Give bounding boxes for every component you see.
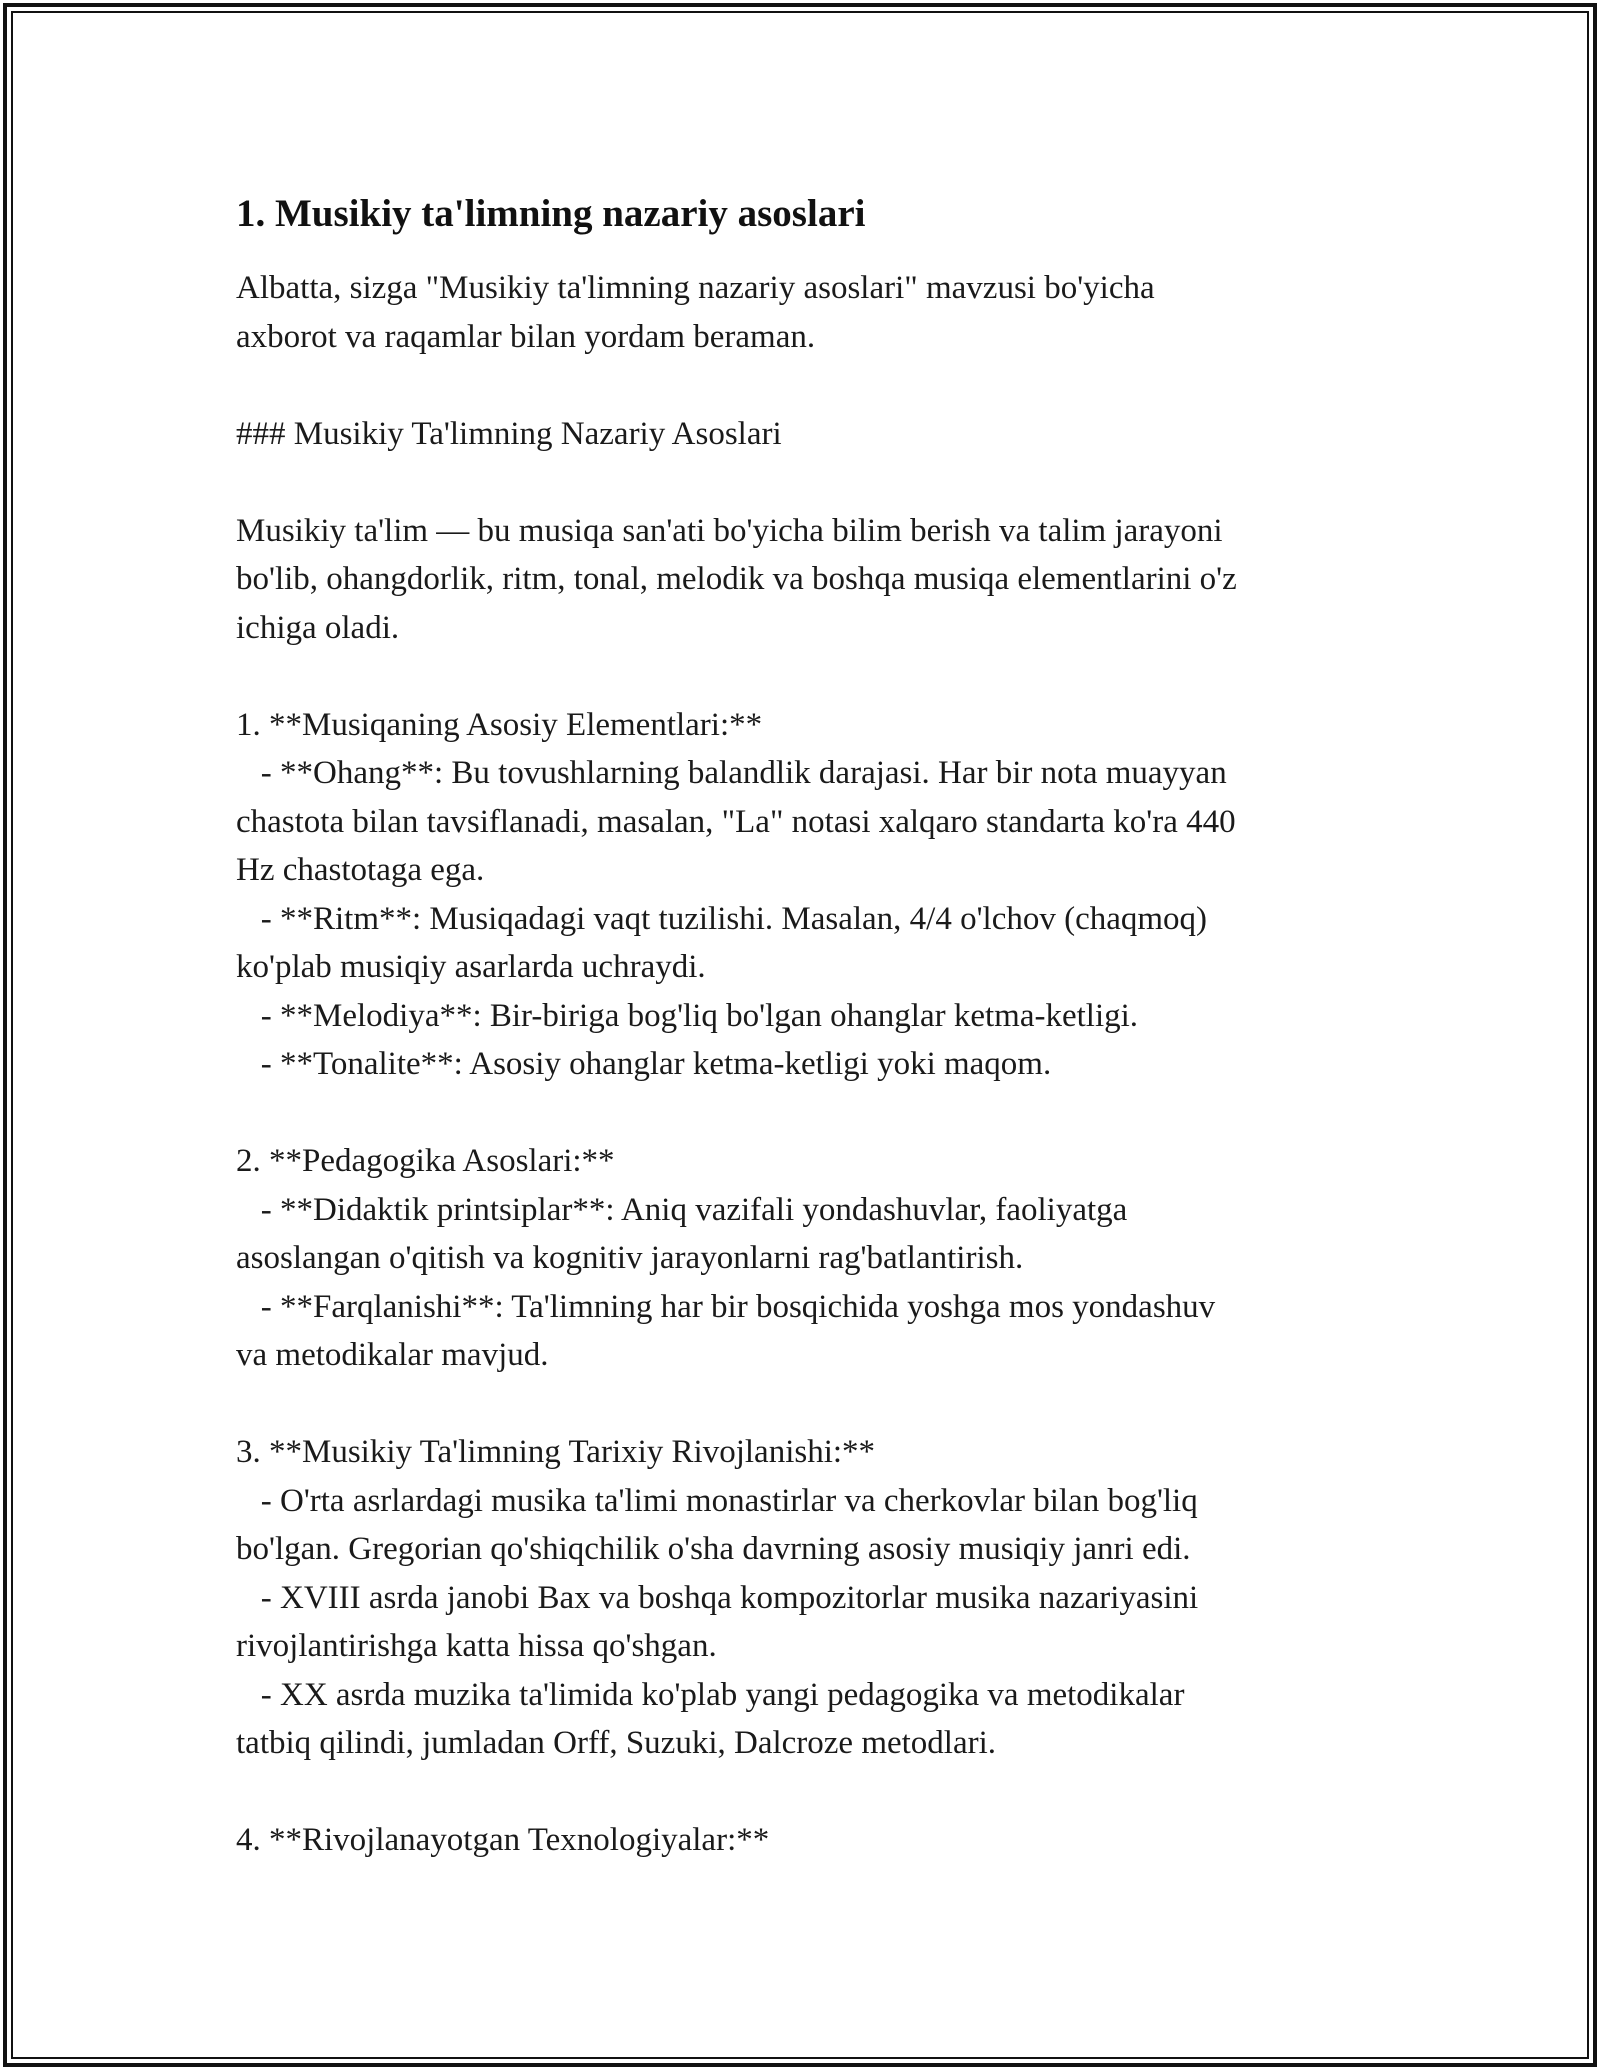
document-body: Albatta, sizga "Musikiy ta'limning nazariy asoslari" mavzusi bo'yicha axborot va raqamlar bilan yordam beraman. ### Musikiy Ta'limning Nazariy Asoslari Musikiy ta'lim — bu musiqa san'ati bo'yicha bilim berish va talim jarayoni bo'lib, ohangdorlik, ritm, tonal, melodik va boshqa musiqa elementlarini o'z ichiga oladi. 1. **Musiqaning Asosiy Elementlari:** - **Ohang**: Bu tovushlarning balandlik darajasi. Har bir nota muayyan chastota bilan tavsiflanadi, masalan, "La" notasi xalqaro standarta ko'ra 440 Hz chastotaga ega. - **Ritm**: Musiqadagi vaqt tuzilishi. Masalan, 4/4 o'lchov (chaqmoq) ko'plab musiqiy asarlarda uchraydi. - **Melodiya**: Bir-biriga bog'liq bo'lgan ohanglar ketma-ketligi. - **Tonalite**: Asosiy ohanglar ketma-ketligi yoki maqom. 2. **Pedagogika Asoslari:** - **Didaktik printsiplar**: Aniq vazifali yondashuvlar, faoliyatga asoslangan o'qitish va kognitiv jarayonlarni rag'batlantirish. - **Farqlanishi**: Ta'limning har bir bosqichida yoshga mos yondashuv va metodikalar mavjud. 3. **Musikiy Ta'limning Tarixiy Rivojlanishi:** - O'rta asrlardagi musika ta'limi monastirlar va cherkovlar bilan bog'liq bo'lgan. Gregorian qo'shiqchilik o'sha davrning asosiy musiqiy janri edi. - XVIII asrda janobi Bax va boshqa kompozitorlar musika nazariyasini rivojlantirishga katta hissa qo'shgan. - XX asrda muzika ta'limida ko'plab yangi pedagogika va metodikalar tatbiq qilindi, jumladan Orff, Suzuki, Dalcroze metodlari. 4. **Rivojlanayotgan Texnologiyalar:** <box>236 270 1237 1858</box>
document-title: 1. Musikiy ta'limning nazariy asoslari <box>236 192 866 235</box>
document-content <box>236 186 1376 1865</box>
